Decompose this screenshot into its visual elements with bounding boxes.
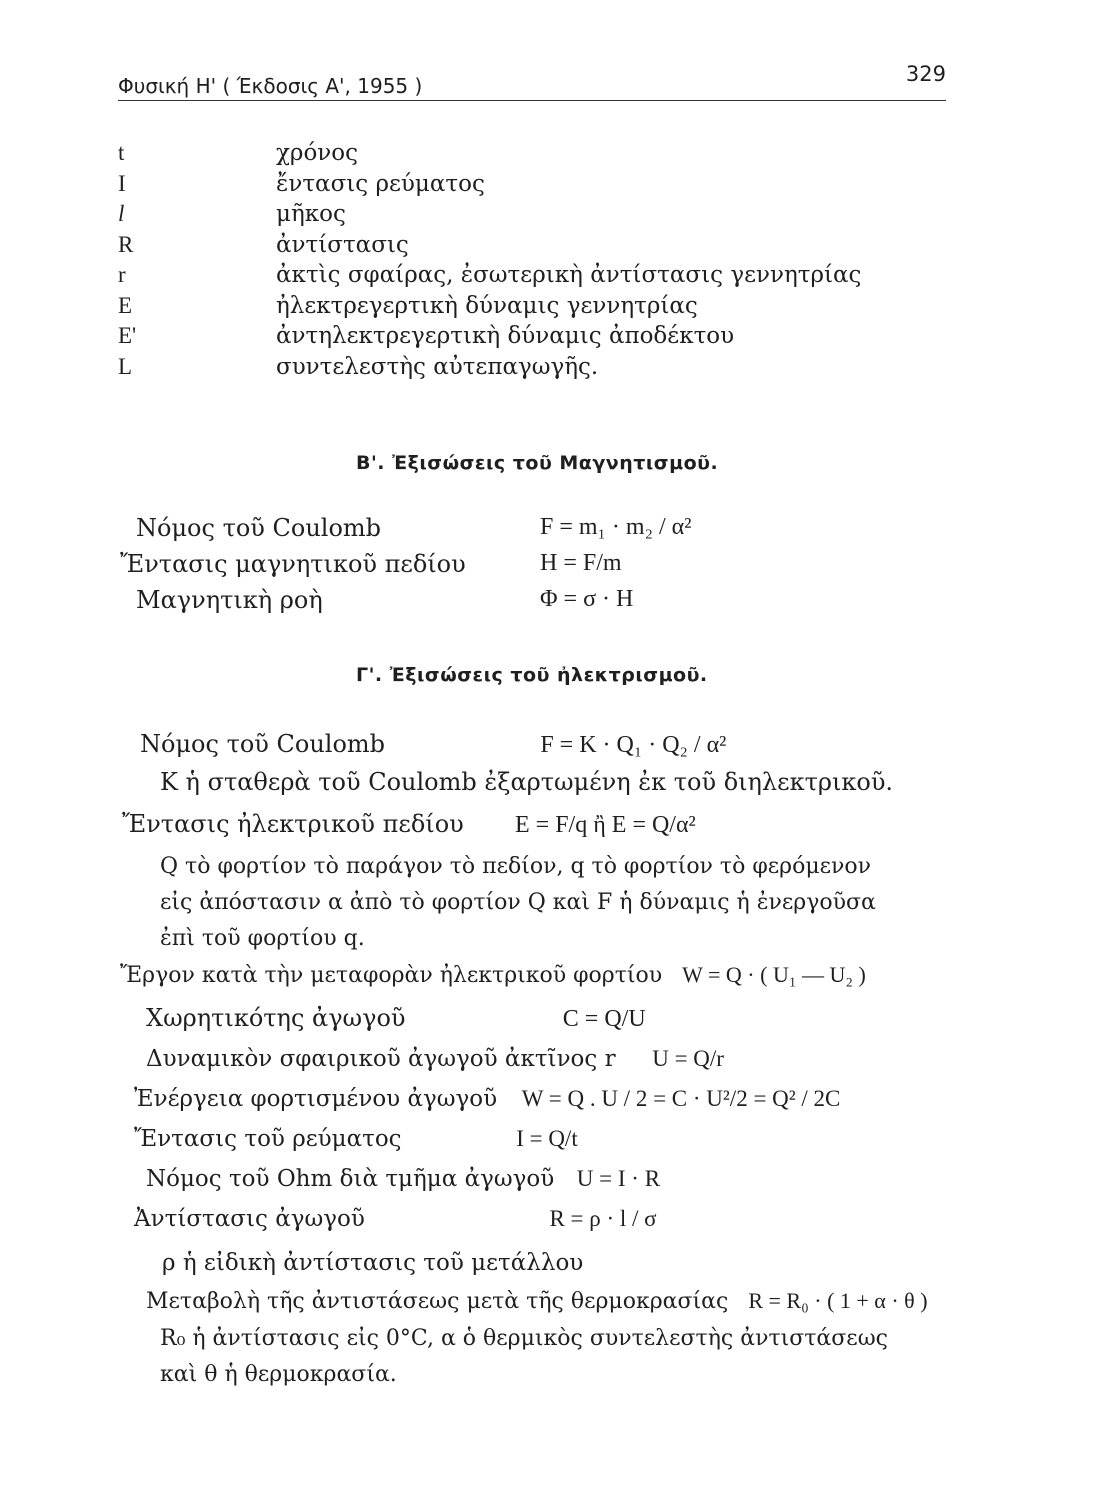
law-equation: W = Q . U / 2 = C · U²/2 = Q² / 2C xyxy=(521,1086,841,1111)
law-equation: U = Q/r xyxy=(652,1046,724,1071)
field-line xyxy=(122,810,696,839)
q-note-line-1: Q τὸ φορτίον τὸ παράγον τὸ πεδίον, q τὸ φορτίον τὸ φερόμενον xyxy=(160,854,872,879)
potential-line xyxy=(146,1046,724,1072)
symbol-row xyxy=(118,232,918,263)
symbol-description: συντελεστὴς αὐτεπαγωγῆς. xyxy=(276,353,599,380)
k-note: K ἡ σταθερὰ τοῦ Coulomb ἐξαρτωμένη ἐκ τοῦ διηλεκτρικοῦ. xyxy=(160,768,894,796)
law-name: Ἔντασις τοῦ ρεύματος xyxy=(134,1126,402,1152)
section-heading-magnetism: Β'. Ἐξισώσεις τοῦ Μαγνητισμοῦ. xyxy=(356,452,719,474)
symbol-description: ἠλεκτρεγερτικὴ δύναμις γεννητρίας xyxy=(276,292,698,319)
law-name: Νόμος τοῦ Coulomb xyxy=(136,514,382,542)
coulomb-line xyxy=(140,730,726,759)
r0-note-line-1: R₀ ἡ ἀντίστασις εἰς 0°C, α ὁ θερμικὸς συντελεστὴς ἀντιστάσεως xyxy=(160,1326,888,1351)
symbol-description: μῆκος xyxy=(276,201,346,227)
law-name: Ἔντασις μαγνητικοῦ πεδίου xyxy=(120,550,466,578)
law-equation: W = Q · ( U₁ — U₂ ) xyxy=(682,962,866,987)
law-equation: U = I · R xyxy=(576,1166,661,1191)
r0-note-line-2: καὶ θ ἡ θερμοκρασία. xyxy=(160,1362,397,1387)
symbol: L xyxy=(118,353,133,379)
symbol: r xyxy=(118,262,126,287)
law-equation: R = ρ · l / σ xyxy=(549,1206,657,1231)
section-heading-electricity: Γ'. Ἐξισώσεις τοῦ ἠλεκτρισμοῦ. xyxy=(356,664,708,686)
law-name: Μαγνητικὴ ροὴ xyxy=(136,586,323,614)
magnetism-row-flux xyxy=(136,586,896,616)
law-name: Δυναμικὸν σφαιρικοῦ ἀγωγοῦ ἀκτῖνος r xyxy=(146,1046,616,1072)
work-line xyxy=(120,962,866,988)
energy-line xyxy=(134,1086,840,1112)
symbol-row xyxy=(118,354,918,385)
magnetism-row-field xyxy=(120,550,896,580)
law-equation: F = m₁ · m₂ / α² xyxy=(540,514,692,540)
law-equation: C = Q/U xyxy=(562,1006,646,1032)
symbol: l xyxy=(118,201,125,226)
symbol: E xyxy=(118,292,133,318)
symbol-list xyxy=(118,140,918,384)
law-equation: I = Q/t xyxy=(516,1126,578,1151)
symbol-row xyxy=(118,262,918,293)
current-line xyxy=(134,1126,578,1152)
q-note-line-2: εἰς ἀπόστασιν α ἀπὸ τὸ φορτίον Q καὶ F ἡ δύναμις ἡ ἐνεργοῦσα xyxy=(160,890,876,915)
symbol-description: ἀντίστασις xyxy=(276,231,409,258)
symbol: E' xyxy=(118,323,137,348)
ohm-line xyxy=(146,1166,660,1192)
symbol-description: ἀντηλεκτρεγερτικὴ δύναμις ἀποδέκτου xyxy=(276,323,735,349)
resistance-line xyxy=(134,1206,657,1232)
law-name: Ἔντασις ἠλεκτρικοῦ πεδίου xyxy=(122,810,464,838)
symbol: R xyxy=(118,231,134,257)
law-name: Νόμος τοῦ Ohm διὰ τμῆμα ἀγωγοῦ xyxy=(146,1166,555,1192)
law-name: Ἀντίστασις ἀγωγοῦ xyxy=(134,1206,365,1232)
law-equation: E = F/q ἢ E = Q/α² xyxy=(515,812,696,838)
law-equation: H = F/m xyxy=(540,550,622,576)
law-name: Νόμος τοῦ Coulomb xyxy=(140,730,386,758)
law-equation: Φ = σ · H xyxy=(540,586,634,612)
law-name: Μεταβολὴ τῆς ἀντιστάσεως μετὰ τῆς θερμοκρασίας xyxy=(146,1289,729,1314)
symbol-row xyxy=(118,201,918,232)
q-note-line-3: ἐπὶ τοῦ φορτίου q. xyxy=(160,926,365,951)
law-name: Ἔργον κατὰ τὴν μεταφορὰν ἠλεκτρικοῦ φορτίου xyxy=(120,963,663,988)
law-name: Ἐνέργεια φορτισμένου ἀγωγοῦ xyxy=(134,1086,498,1112)
page-header xyxy=(118,62,946,101)
symbol: I xyxy=(118,170,126,196)
symbol-description: ἀκτὶς σφαίρας, ἐσωτερικὴ ἀντίστασις γεννητρίας xyxy=(276,262,862,288)
symbol-row xyxy=(118,171,918,202)
header-title: Φυσική Η' ( Έκδοσις Α', 1955 ) xyxy=(118,74,423,98)
law-equation: F = K · Q₁ · Q₂ / α² xyxy=(540,732,727,758)
law-name: Χωρητικότης ἀγωγοῦ xyxy=(146,1004,406,1032)
page-number: 329 xyxy=(905,62,946,86)
law-equation: R = R₀ · ( 1 + α · θ ) xyxy=(748,1288,928,1313)
symbol: t xyxy=(118,140,125,165)
magnetism-row-coulomb xyxy=(136,514,896,544)
symbol-row xyxy=(118,323,918,354)
symbol-row xyxy=(118,140,918,171)
capacitance-line xyxy=(146,1004,646,1033)
rho-note: ρ ἡ εἰδικὴ ἀντίστασις τοῦ μετάλλου xyxy=(162,1250,584,1276)
symbol-row xyxy=(118,293,918,324)
symbol-description: χρόνος xyxy=(276,140,359,166)
symbol-description: ἔντασις ρεύματος xyxy=(276,170,485,197)
temperature-line xyxy=(146,1288,928,1314)
